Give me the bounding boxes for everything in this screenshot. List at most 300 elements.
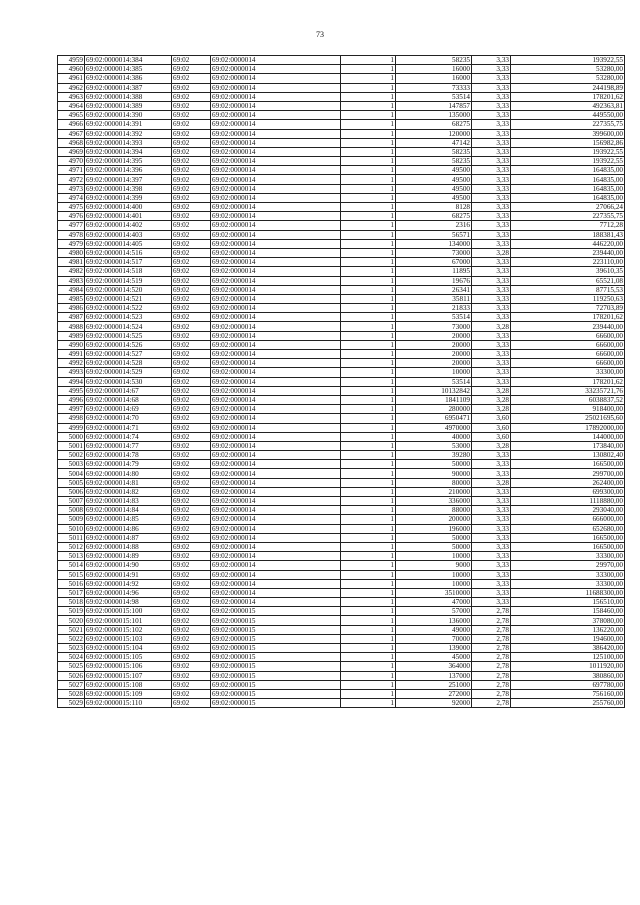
row-number-cell: 4984 bbox=[58, 285, 85, 294]
count-cell: 1 bbox=[341, 579, 396, 588]
cadastral-quarter-cell: 69:02:0000014 bbox=[211, 56, 341, 65]
cadastral-quarter-cell: 69:02:0000014 bbox=[211, 570, 341, 579]
district-code-cell: 69:02 bbox=[172, 469, 211, 478]
cadastral-number-cell: 69:02:0000014:68 bbox=[85, 395, 172, 404]
table-row bbox=[58, 147, 625, 156]
specific-value-cell: 3,33 bbox=[472, 469, 511, 478]
count-cell: 1 bbox=[341, 441, 396, 450]
district-code-cell: 69:02 bbox=[172, 248, 211, 257]
cadastral-quarter-cell: 69:02:0000014 bbox=[211, 340, 341, 349]
row-number-cell: 5006 bbox=[58, 487, 85, 496]
cadastral-number-cell: 69:02:0000014:77 bbox=[85, 441, 172, 450]
specific-value-cell: 3,28 bbox=[472, 478, 511, 487]
row-number-cell: 5028 bbox=[58, 689, 85, 698]
cadastral-value-cell: 227355,75 bbox=[511, 120, 625, 129]
area-cell: 50000 bbox=[396, 460, 472, 469]
cadastral-number-cell: 69:02:0000014:405 bbox=[85, 239, 172, 248]
cadastral-quarter-cell: 69:02:0000014 bbox=[211, 120, 341, 129]
cadastral-quarter-cell: 69:02:0000014 bbox=[211, 92, 341, 101]
cadastral-value-cell: 33300,00 bbox=[511, 570, 625, 579]
specific-value-cell: 3,33 bbox=[472, 193, 511, 202]
cadastral-quarter-cell: 69:02:0000014 bbox=[211, 395, 341, 404]
count-cell: 1 bbox=[341, 414, 396, 423]
specific-value-cell: 3,33 bbox=[472, 460, 511, 469]
cadastral-value-cell: 66600,00 bbox=[511, 340, 625, 349]
cadastral-quarter-cell: 69:02:0000015 bbox=[211, 634, 341, 643]
row-number-cell: 4960 bbox=[58, 65, 85, 74]
cadastral-number-cell: 69:02:0000014:524 bbox=[85, 322, 172, 331]
district-code-cell: 69:02 bbox=[172, 111, 211, 120]
cadastral-number-cell: 69:02:0000014:402 bbox=[85, 221, 172, 230]
district-code-cell: 69:02 bbox=[172, 350, 211, 359]
specific-value-cell: 3,33 bbox=[472, 239, 511, 248]
area-cell: 210000 bbox=[396, 487, 472, 496]
cadastral-value-cell: 1011920,00 bbox=[511, 662, 625, 671]
area-cell: 53514 bbox=[396, 92, 472, 101]
area-cell: 49500 bbox=[396, 193, 472, 202]
cadastral-quarter-cell: 69:02:0000014 bbox=[211, 83, 341, 92]
cadastral-quarter-cell: 69:02:0000014 bbox=[211, 239, 341, 248]
specific-value-cell: 3,33 bbox=[472, 74, 511, 83]
cadastral-number-cell: 69:02:0000014:79 bbox=[85, 460, 172, 469]
count-cell: 1 bbox=[341, 653, 396, 662]
cadastral-quarter-cell: 69:02:0000014 bbox=[211, 405, 341, 414]
area-cell: 139000 bbox=[396, 644, 472, 653]
cadastral-value-cell: 449550,00 bbox=[511, 111, 625, 120]
district-code-cell: 69:02 bbox=[172, 294, 211, 303]
cadastral-value-cell: 53280,00 bbox=[511, 74, 625, 83]
cadastral-quarter-cell: 69:02:0000014 bbox=[211, 221, 341, 230]
count-cell: 1 bbox=[341, 184, 396, 193]
cadastral-number-cell: 69:02:0000014:80 bbox=[85, 469, 172, 478]
district-code-cell: 69:02 bbox=[172, 460, 211, 469]
count-cell: 1 bbox=[341, 680, 396, 689]
row-number-cell: 4994 bbox=[58, 377, 85, 386]
count-cell: 1 bbox=[341, 699, 396, 708]
cadastral-number-cell: 69:02:0000014:90 bbox=[85, 561, 172, 570]
cadastral-number-cell: 69:02:0000015:106 bbox=[85, 662, 172, 671]
table-row bbox=[58, 221, 625, 230]
cadastral-value-cell: 72703,89 bbox=[511, 304, 625, 313]
district-code-cell: 69:02 bbox=[172, 92, 211, 101]
district-code-cell: 69:02 bbox=[172, 579, 211, 588]
cadastral-quarter-cell: 69:02:0000014 bbox=[211, 524, 341, 533]
cadastral-quarter-cell: 69:02:0000014 bbox=[211, 267, 341, 276]
cadastral-value-cell: 293040,00 bbox=[511, 506, 625, 515]
cadastral-value-cell: 255760,00 bbox=[511, 699, 625, 708]
specific-value-cell: 3,33 bbox=[472, 258, 511, 267]
cadastral-number-cell: 69:02:0000015:108 bbox=[85, 680, 172, 689]
cadastral-value-cell: 6038837,52 bbox=[511, 395, 625, 404]
specific-value-cell: 3,33 bbox=[472, 451, 511, 460]
cadastral-quarter-cell: 69:02:0000014 bbox=[211, 423, 341, 432]
district-code-cell: 69:02 bbox=[172, 616, 211, 625]
cadastral-value-cell: 492363,81 bbox=[511, 101, 625, 110]
district-code-cell: 69:02 bbox=[172, 175, 211, 184]
count-cell: 1 bbox=[341, 368, 396, 377]
cadastral-quarter-cell: 69:02:0000014 bbox=[211, 460, 341, 469]
district-code-cell: 69:02 bbox=[172, 487, 211, 496]
district-code-cell: 69:02 bbox=[172, 441, 211, 450]
cadastral-number-cell: 69:02:0000014:401 bbox=[85, 212, 172, 221]
area-cell: 10000 bbox=[396, 579, 472, 588]
area-cell: 120000 bbox=[396, 129, 472, 138]
cadastral-value-cell: 193922,55 bbox=[511, 157, 625, 166]
specific-value-cell: 3,33 bbox=[472, 598, 511, 607]
table-row bbox=[58, 423, 625, 432]
count-cell: 1 bbox=[341, 138, 396, 147]
district-code-cell: 69:02 bbox=[172, 524, 211, 533]
specific-value-cell: 3,28 bbox=[472, 386, 511, 395]
specific-value-cell: 3,33 bbox=[472, 92, 511, 101]
cadastral-quarter-cell: 69:02:0000014 bbox=[211, 74, 341, 83]
row-number-cell: 5029 bbox=[58, 699, 85, 708]
specific-value-cell: 3,33 bbox=[472, 276, 511, 285]
specific-value-cell: 3,33 bbox=[472, 350, 511, 359]
count-cell: 1 bbox=[341, 239, 396, 248]
row-number-cell: 4981 bbox=[58, 258, 85, 267]
specific-value-cell: 2,78 bbox=[472, 607, 511, 616]
area-cell: 80000 bbox=[396, 478, 472, 487]
specific-value-cell: 3,33 bbox=[472, 157, 511, 166]
specific-value-cell: 3,28 bbox=[472, 322, 511, 331]
count-cell: 1 bbox=[341, 331, 396, 340]
count-cell: 1 bbox=[341, 515, 396, 524]
cadastral-quarter-cell: 69:02:0000014 bbox=[211, 258, 341, 267]
cadastral-number-cell: 69:02:0000014:85 bbox=[85, 515, 172, 524]
count-cell: 1 bbox=[341, 478, 396, 487]
area-cell: 20000 bbox=[396, 340, 472, 349]
area-cell: 1841109 bbox=[396, 395, 472, 404]
row-number-cell: 5007 bbox=[58, 497, 85, 506]
area-cell: 272000 bbox=[396, 689, 472, 698]
table-row bbox=[58, 451, 625, 460]
district-code-cell: 69:02 bbox=[172, 120, 211, 129]
cadastral-value-cell: 178201,62 bbox=[511, 92, 625, 101]
specific-value-cell: 3,33 bbox=[472, 294, 511, 303]
cadastral-value-cell: 156982,86 bbox=[511, 138, 625, 147]
cadastral-value-cell: 65521,08 bbox=[511, 276, 625, 285]
count-cell: 1 bbox=[341, 175, 396, 184]
row-number-cell: 4988 bbox=[58, 322, 85, 331]
cadastral-value-cell: 66600,00 bbox=[511, 350, 625, 359]
cadastral-value-cell: 164835,00 bbox=[511, 193, 625, 202]
table-row bbox=[58, 487, 625, 496]
district-code-cell: 69:02 bbox=[172, 101, 211, 110]
area-cell: 49000 bbox=[396, 625, 472, 634]
specific-value-cell: 3,33 bbox=[472, 359, 511, 368]
district-code-cell: 69:02 bbox=[172, 331, 211, 340]
cadastral-number-cell: 69:02:0000014:74 bbox=[85, 432, 172, 441]
table-row bbox=[58, 239, 625, 248]
row-number-cell: 4970 bbox=[58, 157, 85, 166]
area-cell: 20000 bbox=[396, 350, 472, 359]
cadastral-number-cell: 69:02:0000014:70 bbox=[85, 414, 172, 423]
count-cell: 1 bbox=[341, 92, 396, 101]
cadastral-value-cell: 378080,00 bbox=[511, 616, 625, 625]
specific-value-cell: 3,33 bbox=[472, 331, 511, 340]
row-number-cell: 4965 bbox=[58, 111, 85, 120]
cadastral-value-cell: 299700,00 bbox=[511, 469, 625, 478]
district-code-cell: 69:02 bbox=[172, 285, 211, 294]
district-code-cell: 69:02 bbox=[172, 653, 211, 662]
area-cell: 40000 bbox=[396, 432, 472, 441]
cadastral-quarter-cell: 69:02:0000014 bbox=[211, 175, 341, 184]
count-cell: 1 bbox=[341, 221, 396, 230]
cadastral-number-cell: 69:02:0000014:520 bbox=[85, 285, 172, 294]
table-body bbox=[58, 56, 625, 708]
specific-value-cell: 3,33 bbox=[472, 515, 511, 524]
count-cell: 1 bbox=[341, 120, 396, 129]
count-cell: 1 bbox=[341, 506, 396, 515]
table-row bbox=[58, 506, 625, 515]
count-cell: 1 bbox=[341, 203, 396, 212]
count-cell: 1 bbox=[341, 552, 396, 561]
cadastral-quarter-cell: 69:02:0000014 bbox=[211, 313, 341, 322]
table-row bbox=[58, 469, 625, 478]
cadastral-number-cell: 69:02:0000014:91 bbox=[85, 570, 172, 579]
area-cell: 196000 bbox=[396, 524, 472, 533]
area-cell: 45000 bbox=[396, 653, 472, 662]
area-cell: 21833 bbox=[396, 304, 472, 313]
area-cell: 280000 bbox=[396, 405, 472, 414]
row-number-cell: 4983 bbox=[58, 276, 85, 285]
cadastral-quarter-cell: 69:02:0000015 bbox=[211, 671, 341, 680]
district-code-cell: 69:02 bbox=[172, 644, 211, 653]
specific-value-cell: 3,33 bbox=[472, 487, 511, 496]
count-cell: 1 bbox=[341, 588, 396, 597]
cadastral-quarter-cell: 69:02:0000014 bbox=[211, 285, 341, 294]
district-code-cell: 69:02 bbox=[172, 304, 211, 313]
row-number-cell: 5023 bbox=[58, 644, 85, 653]
district-code-cell: 69:02 bbox=[172, 662, 211, 671]
specific-value-cell: 3,33 bbox=[472, 533, 511, 542]
row-number-cell: 4993 bbox=[58, 368, 85, 377]
table-row bbox=[58, 478, 625, 487]
count-cell: 1 bbox=[341, 276, 396, 285]
row-number-cell: 5005 bbox=[58, 478, 85, 487]
district-code-cell: 69:02 bbox=[172, 368, 211, 377]
table-row bbox=[58, 101, 625, 110]
area-cell: 56571 bbox=[396, 230, 472, 239]
area-cell: 50000 bbox=[396, 533, 472, 542]
cadastral-number-cell: 69:02:0000014:521 bbox=[85, 294, 172, 303]
area-cell: 6950471 bbox=[396, 414, 472, 423]
cadastral-number-cell: 69:02:0000014:392 bbox=[85, 129, 172, 138]
count-cell: 1 bbox=[341, 129, 396, 138]
cadastral-quarter-cell: 69:02:0000015 bbox=[211, 607, 341, 616]
cadastral-number-cell: 69:02:0000014:89 bbox=[85, 552, 172, 561]
cadastral-number-cell: 69:02:0000014:522 bbox=[85, 304, 172, 313]
row-number-cell: 4995 bbox=[58, 386, 85, 395]
cadastral-quarter-cell: 69:02:0000014 bbox=[211, 377, 341, 386]
count-cell: 1 bbox=[341, 561, 396, 570]
specific-value-cell: 2,78 bbox=[472, 625, 511, 634]
district-code-cell: 69:02 bbox=[172, 671, 211, 680]
specific-value-cell: 3,33 bbox=[472, 138, 511, 147]
cadastral-number-cell: 69:02:0000014:530 bbox=[85, 377, 172, 386]
area-cell: 47000 bbox=[396, 598, 472, 607]
count-cell: 1 bbox=[341, 212, 396, 221]
area-cell: 10132842 bbox=[396, 386, 472, 395]
row-number-cell: 4964 bbox=[58, 101, 85, 110]
area-cell: 336000 bbox=[396, 497, 472, 506]
specific-value-cell: 3,33 bbox=[472, 212, 511, 221]
cadastral-value-cell: 1118880,00 bbox=[511, 497, 625, 506]
cadastral-number-cell: 69:02:0000014:92 bbox=[85, 579, 172, 588]
specific-value-cell: 3,33 bbox=[472, 120, 511, 129]
cadastral-value-cell: 193922,55 bbox=[511, 56, 625, 65]
count-cell: 1 bbox=[341, 487, 396, 496]
cadastral-quarter-cell: 69:02:0000014 bbox=[211, 304, 341, 313]
cadastral-number-cell: 69:02:0000014:83 bbox=[85, 497, 172, 506]
cadastral-value-cell: 25021695,60 bbox=[511, 414, 625, 423]
row-number-cell: 4980 bbox=[58, 248, 85, 257]
area-cell: 73000 bbox=[396, 248, 472, 257]
specific-value-cell: 3,60 bbox=[472, 423, 511, 432]
area-cell: 58235 bbox=[396, 56, 472, 65]
count-cell: 1 bbox=[341, 689, 396, 698]
area-cell: 67000 bbox=[396, 258, 472, 267]
cadastral-number-cell: 69:02:0000015:103 bbox=[85, 634, 172, 643]
cadastral-quarter-cell: 69:02:0000015 bbox=[211, 699, 341, 708]
count-cell: 1 bbox=[341, 294, 396, 303]
cadastral-number-cell: 69:02:0000014:517 bbox=[85, 258, 172, 267]
row-number-cell: 5020 bbox=[58, 616, 85, 625]
area-cell: 39280 bbox=[396, 451, 472, 460]
table-row bbox=[58, 120, 625, 129]
row-number-cell: 5019 bbox=[58, 607, 85, 616]
count-cell: 1 bbox=[341, 166, 396, 175]
cadastral-value-cell: 697780,00 bbox=[511, 680, 625, 689]
specific-value-cell: 2,78 bbox=[472, 653, 511, 662]
cadastral-value-cell: 756160,00 bbox=[511, 689, 625, 698]
count-cell: 1 bbox=[341, 74, 396, 83]
count-cell: 1 bbox=[341, 101, 396, 110]
area-cell: 11895 bbox=[396, 267, 472, 276]
cadastral-value-cell: 164835,00 bbox=[511, 166, 625, 175]
district-code-cell: 69:02 bbox=[172, 239, 211, 248]
area-cell: 49500 bbox=[396, 184, 472, 193]
cadastral-number-cell: 69:02:0000014:403 bbox=[85, 230, 172, 239]
row-number-cell: 4967 bbox=[58, 129, 85, 138]
district-code-cell: 69:02 bbox=[172, 212, 211, 221]
area-cell: 58235 bbox=[396, 147, 472, 156]
area-cell: 50000 bbox=[396, 542, 472, 551]
area-cell: 20000 bbox=[396, 359, 472, 368]
table-row bbox=[58, 680, 625, 689]
cadastral-value-cell: 652680,00 bbox=[511, 524, 625, 533]
row-number-cell: 4971 bbox=[58, 166, 85, 175]
row-number-cell: 4978 bbox=[58, 230, 85, 239]
row-number-cell: 4992 bbox=[58, 359, 85, 368]
cadastral-quarter-cell: 69:02:0000014 bbox=[211, 487, 341, 496]
cadastral-number-cell: 69:02:0000014:84 bbox=[85, 506, 172, 515]
count-cell: 1 bbox=[341, 248, 396, 257]
specific-value-cell: 2,78 bbox=[472, 680, 511, 689]
specific-value-cell: 3,33 bbox=[472, 147, 511, 156]
specific-value-cell: 3,60 bbox=[472, 432, 511, 441]
district-code-cell: 69:02 bbox=[172, 570, 211, 579]
count-cell: 1 bbox=[341, 386, 396, 395]
cadastral-value-cell: 446220,00 bbox=[511, 239, 625, 248]
area-cell: 137000 bbox=[396, 671, 472, 680]
area-cell: 16000 bbox=[396, 65, 472, 74]
count-cell: 1 bbox=[341, 350, 396, 359]
count-cell: 1 bbox=[341, 230, 396, 239]
cadastral-quarter-cell: 69:02:0000015 bbox=[211, 662, 341, 671]
table-row bbox=[58, 166, 625, 175]
cadastral-number-cell: 69:02:0000014:389 bbox=[85, 101, 172, 110]
table-row bbox=[58, 644, 625, 653]
area-cell: 68275 bbox=[396, 212, 472, 221]
table-row bbox=[58, 138, 625, 147]
district-code-cell: 69:02 bbox=[172, 322, 211, 331]
cadastral-value-cell: 166500,00 bbox=[511, 542, 625, 551]
district-code-cell: 69:02 bbox=[172, 432, 211, 441]
cadastral-number-cell: 69:02:0000014:397 bbox=[85, 175, 172, 184]
district-code-cell: 69:02 bbox=[172, 542, 211, 551]
area-cell: 49500 bbox=[396, 166, 472, 175]
district-code-cell: 69:02 bbox=[172, 588, 211, 597]
specific-value-cell: 2,78 bbox=[472, 671, 511, 680]
district-code-cell: 69:02 bbox=[172, 313, 211, 322]
cadastral-value-cell: 227355,75 bbox=[511, 212, 625, 221]
cadastral-number-cell: 69:02:0000014:398 bbox=[85, 184, 172, 193]
cadastral-value-cell: 87715,53 bbox=[511, 285, 625, 294]
cadastral-quarter-cell: 69:02:0000014 bbox=[211, 359, 341, 368]
area-cell: 70000 bbox=[396, 634, 472, 643]
cadastral-quarter-cell: 69:02:0000014 bbox=[211, 248, 341, 257]
district-code-cell: 69:02 bbox=[172, 515, 211, 524]
district-code-cell: 69:02 bbox=[172, 166, 211, 175]
table-row bbox=[58, 588, 625, 597]
count-cell: 1 bbox=[341, 147, 396, 156]
specific-value-cell: 3,33 bbox=[472, 313, 511, 322]
table-row bbox=[58, 276, 625, 285]
table-row bbox=[58, 184, 625, 193]
specific-value-cell: 3,60 bbox=[472, 414, 511, 423]
count-cell: 1 bbox=[341, 607, 396, 616]
table-row bbox=[58, 542, 625, 551]
row-number-cell: 4974 bbox=[58, 193, 85, 202]
specific-value-cell: 3,33 bbox=[472, 497, 511, 506]
cadastral-quarter-cell: 69:02:0000014 bbox=[211, 588, 341, 597]
specific-value-cell: 3,33 bbox=[472, 83, 511, 92]
cadastral-number-cell: 69:02:0000014:78 bbox=[85, 451, 172, 460]
specific-value-cell: 3,33 bbox=[472, 166, 511, 175]
cadastral-quarter-cell: 69:02:0000014 bbox=[211, 579, 341, 588]
cadastral-number-cell: 69:02:0000015:104 bbox=[85, 644, 172, 653]
cadastral-value-cell: 156510,00 bbox=[511, 598, 625, 607]
table-row bbox=[58, 634, 625, 643]
area-cell: 53514 bbox=[396, 313, 472, 322]
row-number-cell: 5009 bbox=[58, 515, 85, 524]
cadastral-value-cell: 33300,00 bbox=[511, 368, 625, 377]
row-number-cell: 4987 bbox=[58, 313, 85, 322]
cadastral-quarter-cell: 69:02:0000015 bbox=[211, 625, 341, 634]
cadastral-quarter-cell: 69:02:0000015 bbox=[211, 689, 341, 698]
cadastral-number-cell: 69:02:0000014:390 bbox=[85, 111, 172, 120]
cadastral-number-cell: 69:02:0000014:96 bbox=[85, 588, 172, 597]
count-cell: 1 bbox=[341, 258, 396, 267]
specific-value-cell: 3,33 bbox=[472, 340, 511, 349]
area-cell: 68275 bbox=[396, 120, 472, 129]
district-code-cell: 69:02 bbox=[172, 625, 211, 634]
cadastral-quarter-cell: 69:02:0000014 bbox=[211, 414, 341, 423]
cadastral-quarter-cell: 69:02:0000014 bbox=[211, 561, 341, 570]
district-code-cell: 69:02 bbox=[172, 405, 211, 414]
